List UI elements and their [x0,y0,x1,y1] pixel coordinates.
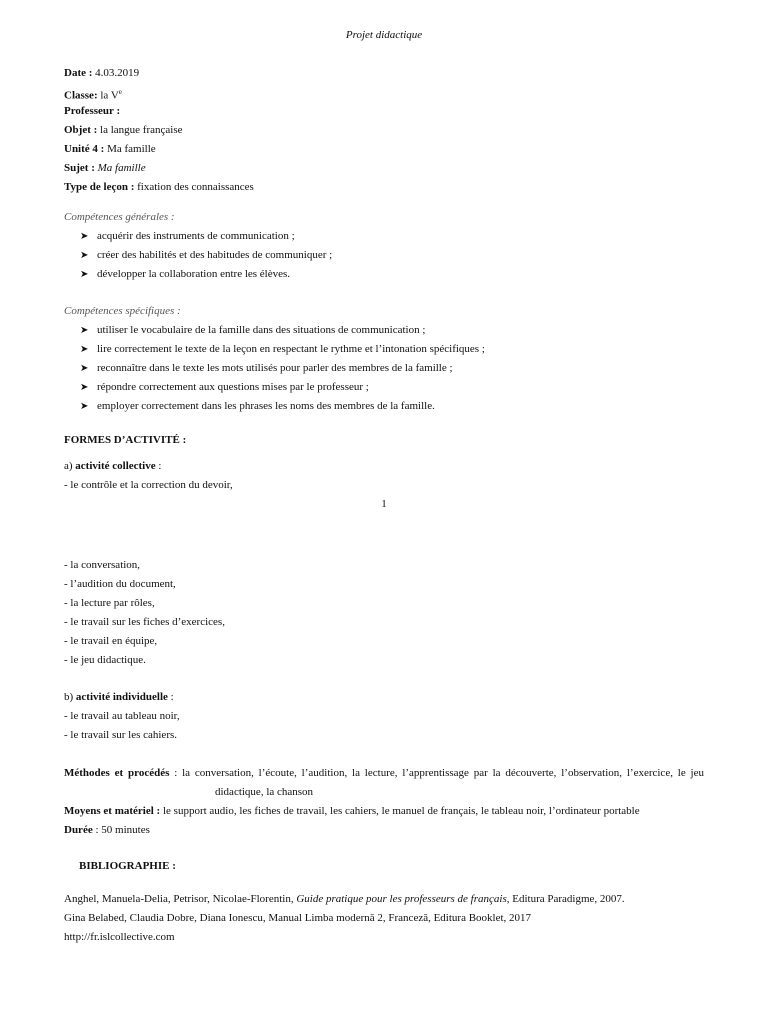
list-item: - la conversation, [64,559,141,571]
methodes-continuation: didactique, la chanson [215,786,314,798]
type-lecon-label: Type de leçon : [64,181,135,193]
sujet-value: Ma famille [97,162,146,174]
formes-activite [64,431,714,495]
reference-title: Guide pratique pour les professeurs de français [296,893,507,905]
methodes-label: Méthodes et procédés [64,767,170,779]
arrow-bullet-icon: ➤ [80,250,89,261]
arrow-bullet-icon: ➤ [80,325,89,336]
moyens-text: le support audio, les fiches de travail, les cahiers, le manuel de français, le tableau noir, l’ordinateur portable [160,805,640,817]
list-item: - la lecture par rôles, [64,597,155,609]
duree-text: : 50 minutes [92,824,150,836]
date-label: Date : [64,67,93,79]
classe-superscript: e [118,88,122,96]
moyens-line [64,802,704,821]
list-item: ➤ employer correctement dans les phrases les noms des membres de la famille. [64,397,714,416]
list-item: - le travail sur les fiches d’exercices, [64,616,225,628]
competences-specifiques [64,302,714,416]
classe-value: la V [97,89,119,102]
list-item: ➤ lire correctement le texte de la leçon en respectant le rythme et l’intonation spécifiques ; [64,340,714,359]
date-value: 4.03.2019 [92,67,140,79]
classe-line [64,83,714,102]
arrow-bullet-icon: ➤ [80,401,89,412]
classe-label: Classe: [64,89,98,102]
methodes-procedes [64,764,704,840]
sujet-label: Sujet : [64,162,95,174]
competences-generales-list [64,227,714,284]
duree-label: Durée [64,824,93,836]
list-item: - le travail au tableau noir, [64,710,180,722]
unite-label: Unité 4 : [64,143,105,155]
list-item: ➤ développer la collaboration entre les élèves. [64,265,714,284]
professeur-line [64,102,714,121]
professeur-label: Professeur : [64,105,121,117]
competences-generales-heading: Compétences générales : [64,211,175,223]
activite-collective-list [64,556,714,670]
activite-collective-label: activité collective [75,460,156,472]
activite-individuelle-label: activité individuelle [75,691,168,703]
unite-line [64,140,714,159]
list-item: - le contrôle et la correction du devoir, [64,479,233,491]
list-item: ➤ créer des habilités et des habitudes de communiquer ; [64,246,714,265]
arrow-bullet-icon: ➤ [80,269,89,280]
arrow-bullet-icon: ➤ [80,231,89,242]
list-item: - le travail sur les cahiers. [64,729,178,741]
reference-item: Gina Belabed, Claudia Dobre, Diana Ionescu, Manual Limba modernă 2, Franceză, Editura Booklet, 2017 [64,912,532,924]
duree-line [64,821,704,840]
type-lecon-line [64,178,714,197]
bibliographie-heading: BIBLIOGRAPHIE : [79,860,176,872]
activite-individuelle-line: b) activité individuelle : [64,691,174,703]
lesson-info [64,64,714,197]
list-item: ➤ acquérir des instruments de communication ; [64,227,714,246]
list-item: - le jeu didactique. [64,654,146,666]
date-line [64,64,714,83]
bibliographie [64,857,714,947]
document-title: Projet didactique [345,29,423,41]
list-item: ➤ reconnaître dans le texte les mots utilisés pour parler des membres de la famille ; [64,359,714,378]
page-number: 1 [381,498,387,510]
reference-link: http://fr.islcollective.com [64,931,175,943]
list-item: - l’audition du document, [64,578,176,590]
list-item: ➤ répondre correctement aux questions mises par le professeur ; [64,378,714,397]
competences-specifiques-list [64,321,714,416]
objet-line [64,121,714,140]
competences-specifiques-heading: Compétences spécifiques : [64,305,181,317]
methodes-line [64,764,704,783]
type-lecon-value: fixation des connaissances [134,181,254,193]
arrow-bullet-icon: ➤ [80,363,89,374]
objet-label: Objet : [64,124,98,136]
moyens-label: Moyens et matériel : [64,805,161,817]
arrow-bullet-icon: ➤ [80,344,89,355]
competences-generales [64,208,714,284]
list-item: - le travail en équipe, [64,635,158,647]
sujet-line [64,159,714,178]
list-item: ➤ utiliser le vocabulaire de la famille dans des situations de communication ; [64,321,714,340]
methodes-text: : la conversation, l’écoute, l’audition, la lecture, l’apprentissage par la découverte, l’observation, l’exercice, le jeu [169,767,704,779]
formes-activite-heading: FORMES D’ACTIVITÉ : [64,434,187,446]
activite-collective-line: a) activité collective : [64,460,162,472]
reference-item: Anghel, Manuela-Delia, Petrisor, Nicolae-Florentin, Guide pratique pour les professeurs de français, Editura Paradigme, 2007. [64,893,625,905]
unite-value: Ma famille [104,143,156,155]
arrow-bullet-icon: ➤ [80,382,89,393]
activite-individuelle [64,688,714,745]
objet-value: la langue française [97,124,183,136]
